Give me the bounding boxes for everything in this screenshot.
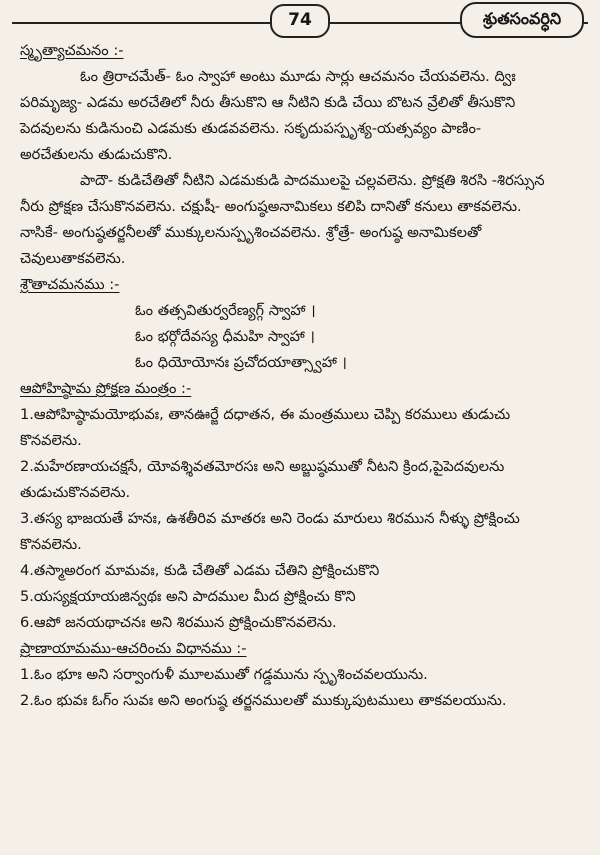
text-line: పరిమృజ్య- ఎడమ అరచేతిలో నీరు తీసుకొని ఆ నీటిని కుడి చేయి బొటన వ్రేలితో తీసుకొని: [20, 94, 516, 111]
page-number: 74: [270, 4, 330, 38]
text-line: కొనవలెను.: [20, 536, 82, 553]
section-heading: ఆపోహిష్ఠామ ప్రోక్షణ మంత్రం :-: [20, 380, 192, 397]
text-line: 1.ఓం భూః అని సర్వాంగుళీ మూలముతో గడ్డమును స్పృశించవలయును.: [20, 666, 428, 683]
text-line: అరచేతులను తుడుచుకొని.: [20, 146, 173, 163]
text-line: పెదవులను కుడినుంచి ఎడమకు తుడవవలెను. సకృదుపస్పృశ్య-యత్సవ్యం పాణిం-: [20, 120, 482, 137]
text-line: ఓం త్రిరాచమేత్- ఓం స్వాహా అంటు మూడు సార్లు ఆచమనం చేయవలెను. ద్విః: [80, 68, 516, 85]
text-line: 2.మహేరణాయచక్షసే, యోవశ్శివతమోరసః అని అబ్జుష్ఠముతో నీటని క్రింద,పైపెదవులను: [20, 458, 505, 475]
text-line: 5.యస్యక్షయాయజిన్వథః అని పాదముల మీద ప్రోక్షించు కొని: [20, 588, 356, 605]
page-header: [0, 0, 600, 40]
mantra-line: ఓం ధియోయోనః ప్రచోదయాత్స్వాహా ।: [135, 354, 347, 371]
text-line: 1.ఆపోహిష్ఠామయోభువః, తానఊర్జే దధాతన, ఈ మంత్రములు చెప్పి కరములు తుడుచు: [20, 406, 511, 423]
mantra-line: ఓం భర్గోదేవస్య ధీమహి స్వాహా ।: [135, 328, 315, 345]
text-line: 3.తస్య భాజయతే హనః, ఉశతీరివ మాతరః అని రెండు మారులు శిరమున నీళ్ళు ప్రోక్షించు: [20, 510, 520, 527]
section-heading: శ్రౌతాచమనము :-: [20, 276, 120, 293]
book-title: శ్రుతసంవర్ధిని: [460, 2, 584, 38]
text-line: కొనవలెను.: [20, 432, 82, 449]
text-line: నీరు ప్రోక్షణ చేసుకొనవలెను. చక్షుషీ- అంగుష్ఠఅనామికలు కలిపి దానితో కనులు తాకవలెను.: [20, 198, 522, 215]
text-line: నాసికే- అంగుష్ఠతర్జనీలతో ముక్కులనుస్పృశించవలెను. శ్రోత్రే- అంగుష్ఠ అనామికలతో: [20, 224, 482, 241]
mantra-line: ఓం తత్సవితుర్వరేణ్యగ్గ్ స్వాహా ।: [135, 302, 316, 319]
text-line: పాదౌ- కుడిచేతితో నీటిని ఎడమకుడి పాదములపై చల్లవలెను. ప్రోక్షతి శిరసి -శిరస్సున: [80, 172, 545, 189]
text-line: 4.తస్మాఅరంగ మామవః, కుడి చేతితో ఎడమ చేతిని ప్రోక్షించుకొని: [20, 562, 380, 579]
text-line: 2.ఓం భువః ఓగ్ం సువః అని అంగుష్ఠ తర్జనములతో ముక్కుపుటములు తాకవలయును.: [20, 692, 507, 709]
section-heading: ప్రాణాయామము-ఆచరించు విధానము :-: [20, 640, 247, 657]
page-body: [20, 38, 588, 714]
text-line: 6.ఆపో జనయథాచనః అని శిరమున ప్రోక్షించుకొనవలెను.: [20, 614, 337, 631]
text-line: తుడుచుకొనవలెను.: [20, 484, 131, 501]
text-line: చెవులుతాకవలెను.: [20, 250, 126, 267]
section-heading: స్మృత్యాచమనం :-: [20, 42, 124, 59]
